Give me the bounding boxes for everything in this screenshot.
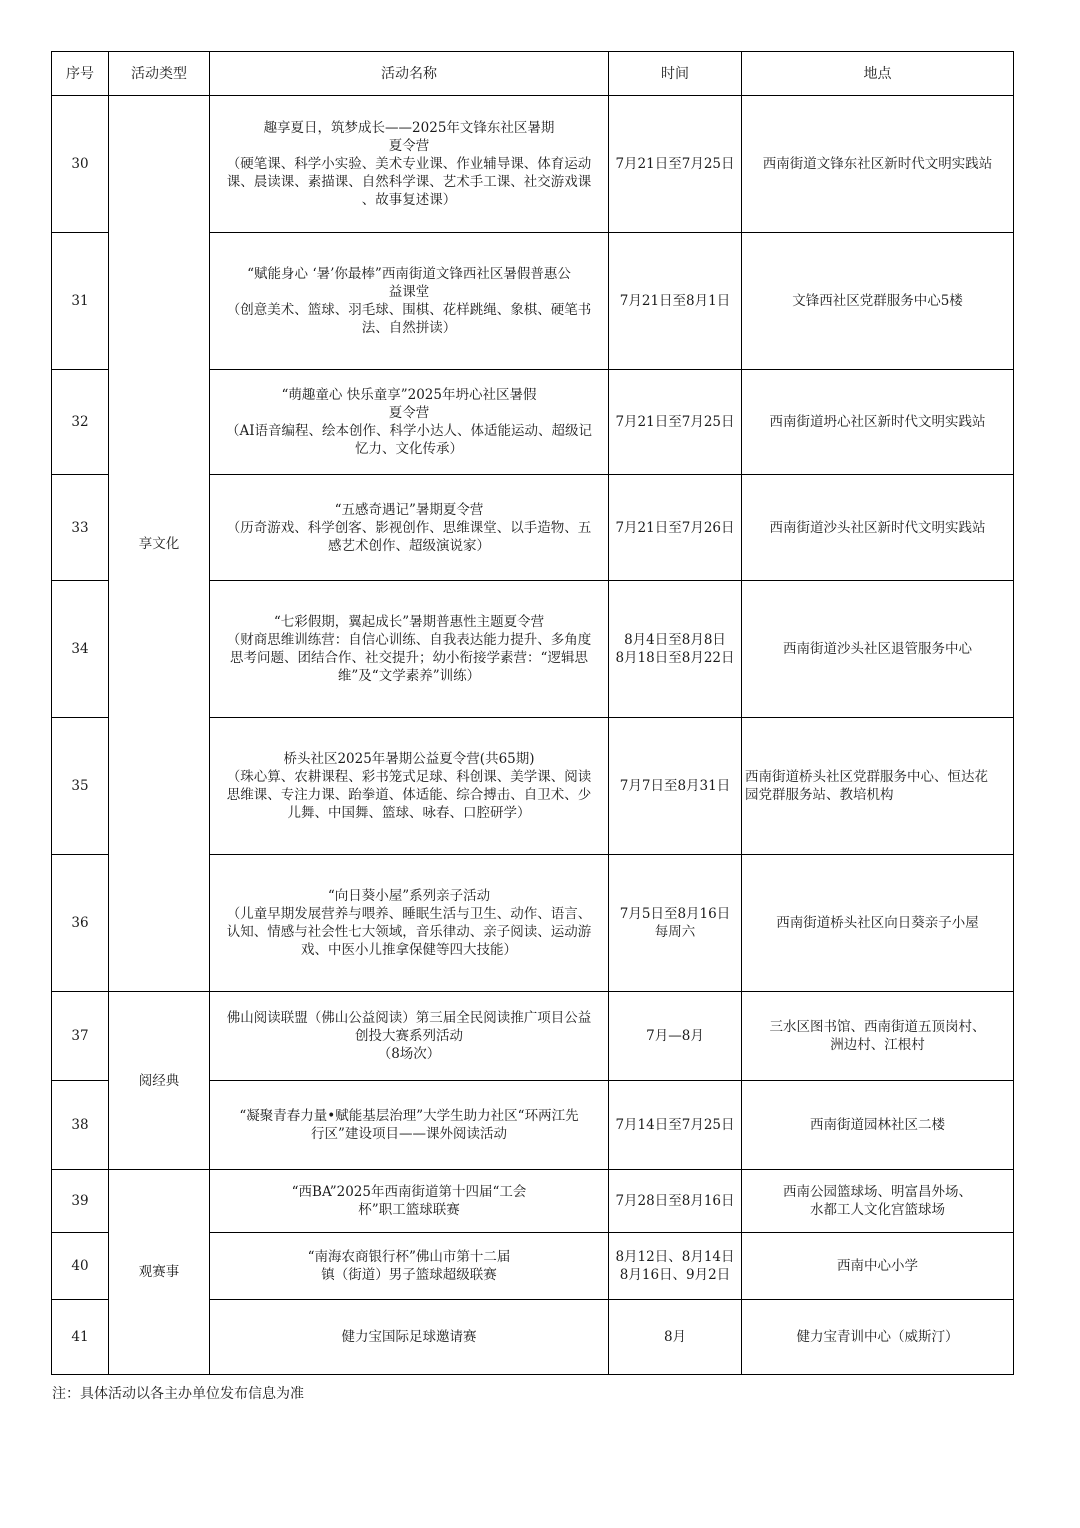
cell-text-line: 7月5日至8月16日: [619, 906, 731, 922]
row-number: 30: [52, 96, 109, 233]
cell-text-line: 8月4日至8月8日: [624, 632, 726, 648]
cell-text-line: 思维课、专注力课、跆拳道、体适能、综合搏击、自卫术、少: [226, 787, 592, 803]
header-activity-type: 活动类型: [109, 52, 210, 96]
cell-text-line: 西南街道园林社区二楼: [810, 1117, 945, 1133]
cell-text-line: 维”及“文学素养”训练）: [337, 668, 481, 684]
cell-text-line: 7月21日至7月25日: [615, 414, 735, 430]
activity-name-cell: [210, 718, 609, 855]
cell-text-line: 益课堂: [388, 284, 430, 300]
cell-text-line: 西南街道沙头社区新时代文明实践站: [769, 519, 986, 536]
cell-text-line: 西南街道文锋东社区新时代文明实践站: [762, 156, 993, 172]
activity-location-cell: [742, 1170, 1014, 1233]
activity-time-cell: [609, 1300, 742, 1375]
cell-text-line: （AI语音编程、绘本创作、科学小达人、体适能运动、超级记: [225, 423, 593, 439]
cell-text-line: 8月: [663, 1329, 687, 1345]
cell-text-line: 西南街道坍心社区新时代文明实践站: [769, 414, 986, 430]
row-number: 38: [52, 1081, 109, 1170]
activity-time-cell: [609, 1081, 742, 1170]
cell-text-line: 三水区图书馆、西南街道五顶岗村、: [769, 1019, 986, 1035]
row-number: 33: [52, 475, 109, 581]
activity-name-cell: [210, 1081, 609, 1170]
activity-location-cell: [742, 581, 1014, 718]
footnote: 注：具体活动以各主办单位发布信息为准: [52, 1386, 304, 1402]
cell-text-line: 7月14日至7月25日: [615, 1117, 735, 1133]
header-location: 地点: [742, 52, 1014, 96]
cell-text-line: 趣享夏日，筑梦成长——2025年文锋东社区暑期: [263, 120, 555, 136]
row-number: 41: [52, 1300, 109, 1375]
activity-time-cell: [609, 855, 742, 992]
cell-text-line: “凝聚青春力量•赋能基层治理”大学生助力社区“环两江先: [239, 1108, 579, 1124]
table-row: [52, 96, 1014, 233]
activity-name-cell: [210, 992, 609, 1081]
cell-text-line: 8月12日、8月14日: [615, 1249, 735, 1265]
table-header-row: [52, 52, 1014, 96]
cell-text-line: 7月21日至7月25日: [615, 156, 735, 172]
cell-text-line: 西南中心小学: [837, 1258, 918, 1274]
cell-text-line: 认知、情感与社会性七大领域，音乐律动、亲子阅读、运动游: [226, 924, 592, 940]
cell-text-line: 西南公园篮球场、明富昌外场、: [783, 1184, 972, 1200]
row-number: 32: [52, 370, 109, 475]
cell-text-line: 水都工人文化宫篮球场: [810, 1202, 945, 1218]
activity-time-cell: [609, 1170, 742, 1233]
header-index: 序号: [52, 52, 109, 96]
activity-time-cell: [609, 233, 742, 370]
cell-text-line: （儿童早期发展营养与喂养、睡眠生活与卫生、动作、语言、: [226, 906, 592, 922]
row-number: 36: [52, 855, 109, 992]
activity-location-cell: [742, 718, 1014, 855]
activity-name-cell: [210, 96, 609, 233]
row-number: 37: [52, 992, 109, 1081]
cell-text-line: （8场次）: [377, 1046, 441, 1062]
cell-text-line: 文锋西社区党群服务中心5楼: [792, 293, 963, 309]
header-time: 时间: [609, 52, 742, 96]
row-number: 40: [52, 1233, 109, 1300]
cell-text-line: 佛山阅读联盟（佛山公益阅读）第三届全民阅读推广项目公益: [226, 1010, 592, 1026]
cell-text-line: “萌趣童心 快乐童享”2025年坍心社区暑假: [281, 387, 537, 403]
cell-text-line: 镇（街道）男子篮球超级联赛: [321, 1267, 497, 1283]
category-culture: 享文化: [109, 96, 210, 992]
activity-location-cell: [742, 1233, 1014, 1300]
cell-text-line: 每周六: [654, 924, 696, 940]
cell-text-line: 8月18日至8月22日: [615, 650, 735, 666]
cell-text-line: 创投大赛系列活动: [355, 1028, 463, 1044]
cell-text-line: 7月21日至7月26日: [615, 519, 735, 536]
cell-text-line: 思考问题、团结合作、社交提升；幼小衔接学素营：“逻辑思: [230, 650, 588, 666]
cell-text-line: 西南街道沙头社区退管服务中心: [783, 641, 972, 657]
cell-text-line: 7月—8月: [646, 1028, 704, 1044]
cell-text-line: （财商思维训练营：自信心训练、自我表达能力提升、多角度: [226, 632, 592, 648]
activity-schedule-table: [51, 51, 1014, 1375]
cell-text-line: “南海农商银行杯”佛山市第十二届: [307, 1249, 511, 1265]
cell-text-line: 7月21日至8月1日: [619, 293, 731, 309]
cell-text-line: 戏、中医小儿推拿保健等四大技能）: [301, 942, 517, 958]
cell-text-line: 西南街道桥头社区向日葵亲子小屋: [776, 915, 979, 931]
cell-text-line: 、故事复述课）: [361, 192, 457, 208]
activity-time-cell: [609, 1233, 742, 1300]
activity-location-cell: [742, 1081, 1014, 1170]
table-row: [52, 1170, 1014, 1233]
activity-time-cell: [609, 992, 742, 1081]
cell-text-line: 7月7日至8月31日: [619, 778, 731, 794]
activity-location-cell: [742, 992, 1014, 1081]
cell-text-line: “向日葵小屋”系列亲子活动: [327, 888, 491, 904]
activity-location-cell: [742, 855, 1014, 992]
cell-text-line: 儿舞、中国舞、篮球、咏春、口腔研学）: [287, 805, 531, 821]
table-row: [52, 992, 1014, 1081]
cell-text-line: 夏令营: [388, 405, 430, 421]
activity-location-cell: [742, 370, 1014, 475]
activity-name-cell: [210, 581, 609, 718]
category-sports: 观赛事: [109, 1170, 210, 1375]
cell-text-line: （硬笔课、科学小实验、美术专业课、作业辅导课、体育运动: [226, 156, 592, 172]
category-reading: 阅经典: [109, 992, 210, 1170]
cell-text-line: （珠心算、农耕课程、彩书笼式足球、科创课、美学课、阅读: [226, 769, 592, 785]
activity-location-cell: [742, 1300, 1014, 1375]
cell-text-line: 8月16日、9月2日: [619, 1267, 731, 1283]
cell-text-line: 健力宝国际足球邀请赛: [341, 1329, 477, 1345]
cell-text-line: “赋能身心 ‘暑’你最棒”西南街道文锋西社区暑假普惠公: [247, 266, 571, 282]
activity-name-cell: [210, 475, 609, 581]
row-number: 31: [52, 233, 109, 370]
activity-location-cell: [742, 475, 1014, 581]
activity-name-cell: [210, 1170, 609, 1233]
header-activity-name: 活动名称: [210, 52, 609, 96]
cell-text-line: 行区”建设项目——课外阅读活动: [311, 1126, 507, 1142]
cell-text-line: （历奇游戏、科学创客、影视创作、思维课堂、以手造物、五: [226, 519, 592, 536]
activity-name-cell: [210, 1300, 609, 1375]
activity-name-cell: [210, 370, 609, 475]
cell-text-line: （创意美术、篮球、羽毛球、围棋、花样跳绳、象棋、硬笔书: [226, 302, 592, 318]
activity-name-cell: [210, 855, 609, 992]
activity-name-cell: [210, 1233, 609, 1300]
cell-text-line: 忆力、文化传承）: [355, 441, 463, 457]
cell-text-line: 夏令营: [388, 138, 430, 154]
row-number: 39: [52, 1170, 109, 1233]
cell-text-line: 7月28日至8月16日: [615, 1193, 735, 1209]
cell-text-line: “西BA”2025年西南街道第十四届“工会: [291, 1184, 527, 1200]
cell-text-line: 法、自然拼读）: [361, 320, 457, 336]
row-number: 34: [52, 581, 109, 718]
cell-text-line: 西南街道桥头社区党群服务中心、恒达花: [745, 769, 988, 785]
activity-name-cell: [210, 233, 609, 370]
cell-text-line: 园党群服务站、教培机构: [745, 787, 894, 803]
cell-text-line: 课、晨读课、素描课、自然科学课、艺术手工课、社交游戏课: [226, 174, 592, 190]
activity-time-cell: [609, 370, 742, 475]
activity-location-cell: [742, 233, 1014, 370]
cell-text-line: 桥头社区2025年暑期公益夏令营(共65期): [283, 751, 535, 767]
row-number: 35: [52, 718, 109, 855]
cell-text-line: 洲边村、江根村: [830, 1037, 925, 1053]
cell-text-line: 健力宝青训中心（威斯汀）: [796, 1329, 959, 1345]
activity-time-cell: [609, 475, 742, 581]
cell-text-line: 感艺术创作、超级演说家）: [328, 537, 490, 554]
cell-text-line: “七彩假期，翼起成长”暑期普惠性主题夏令营: [273, 614, 545, 630]
activity-time-cell: [609, 718, 742, 855]
activity-location-cell: [742, 96, 1014, 233]
cell-text-line: “五感奇遇记”暑期夏令营: [334, 501, 484, 518]
cell-text-line: 杯”职工篮球联赛: [358, 1202, 460, 1218]
activity-time-cell: [609, 581, 742, 718]
activity-time-cell: [609, 96, 742, 233]
